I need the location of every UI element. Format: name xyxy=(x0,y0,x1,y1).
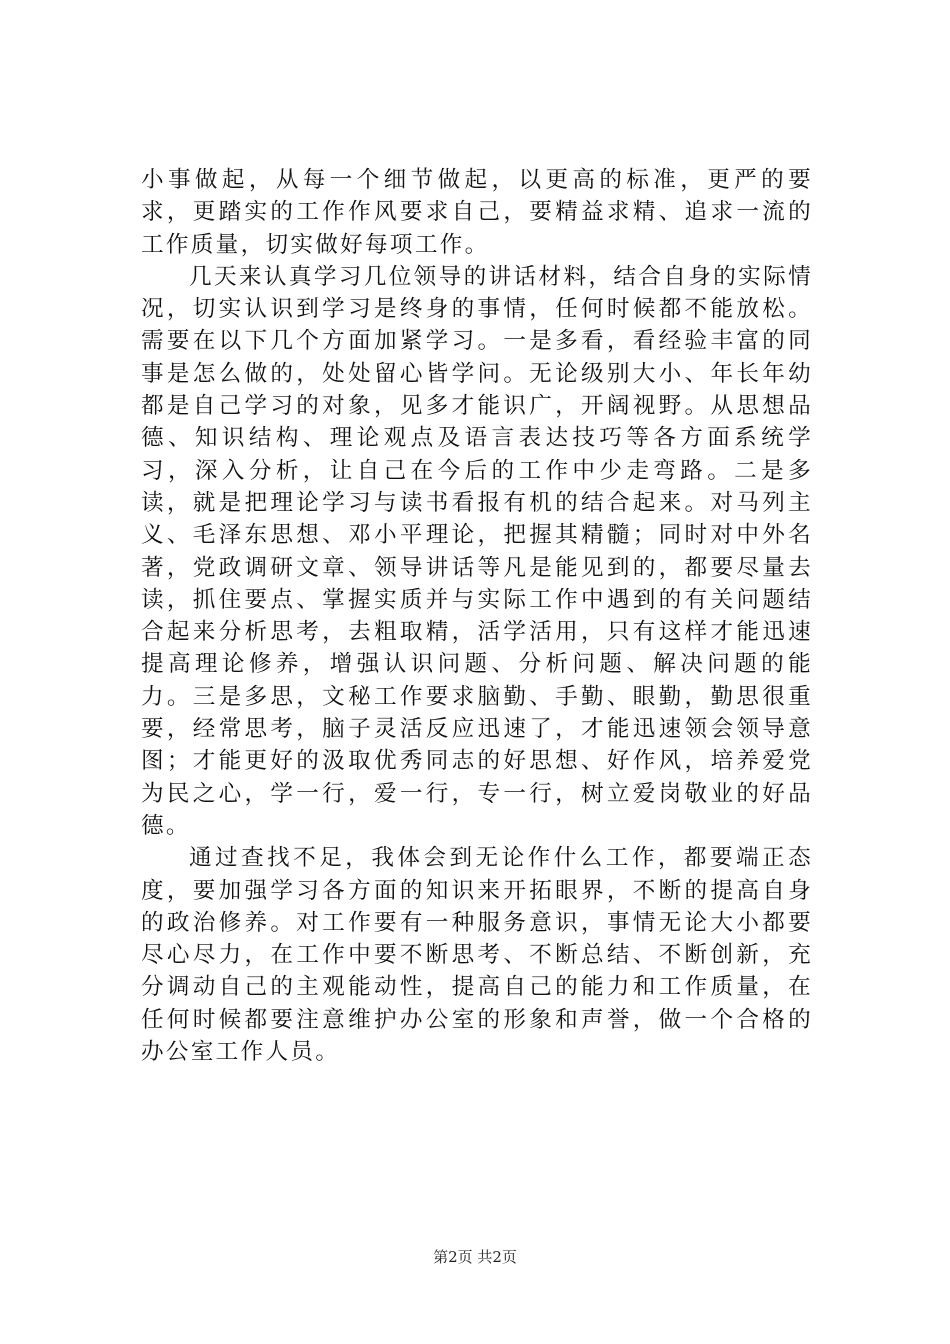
document-body xyxy=(141,164,813,1068)
paragraph-conclusion: 通过查找不足，我体会到无论作什么工作，都要端正态度，要加强学习各方面的知识来开拓眼界，不断的提高自身的政治修养。对工作要有一种服务意识，事情无论大小都要尽心尽力，在工作中要不断思考、不断总结、不断创新，充分调动自己的主观能动性，提高自己的能力和工作质量，在任何时候都要注意维护办公室的形象和声誉，做一个合格的办公室工作人员。 xyxy=(141,845,813,1066)
paragraph-continuation: 小事做起，从每一个细节做起，以更高的标准，更严的要求，更踏实的工作作风要求自己，要精益求精、追求一流的工作质量，切实做好每项工作。 xyxy=(141,167,813,258)
paragraph-study-methods: 几天来认真学习几位领导的讲话材料，结合自身的实际情况，切实认识到学习是终身的事情，任何时候都不能放松。需要在以下几个方面加紧学习。一是多看，看经验丰富的同事是怎么做的，处处留心皆学问。无论级别大小、年长年幼都是自己学习的对象，见多才能识广，开阔视野。从思想品德、知识结构、理论观点及语言表达技巧等各方面系统学习，深入分析，让自己在今后的工作中少走弯路。二是多读，就是把理论学习与读书看报有机的结合起来。对马列主义、毛泽东思想、邓小平理论，把握其精髓；同时对中外名著，党政调研文章、领导讲话等凡是能见到的，都要尽量去读，抓住要点、掌握实质并与实际工作中遇到的有关问题结合起来分析思考，去粗取精，活学活用，只有这样才能迅速提高理论修养，增强认识问题、分析问题、解决问题的能力。三是多思，文秘工作要求脑勤、手勤、眼勤，勤思很重要，经常思考，脑子灵活反应迅速了，才能迅速领会领导意图；才能更好的汲取优秀同志的好思想、好作风，培养爱党为民之心，学一行，爱一行，专一行，树立爱岗敬业的好品德。 xyxy=(141,263,813,839)
page-number-footer: 第2页 共2页 xyxy=(433,1248,517,1266)
